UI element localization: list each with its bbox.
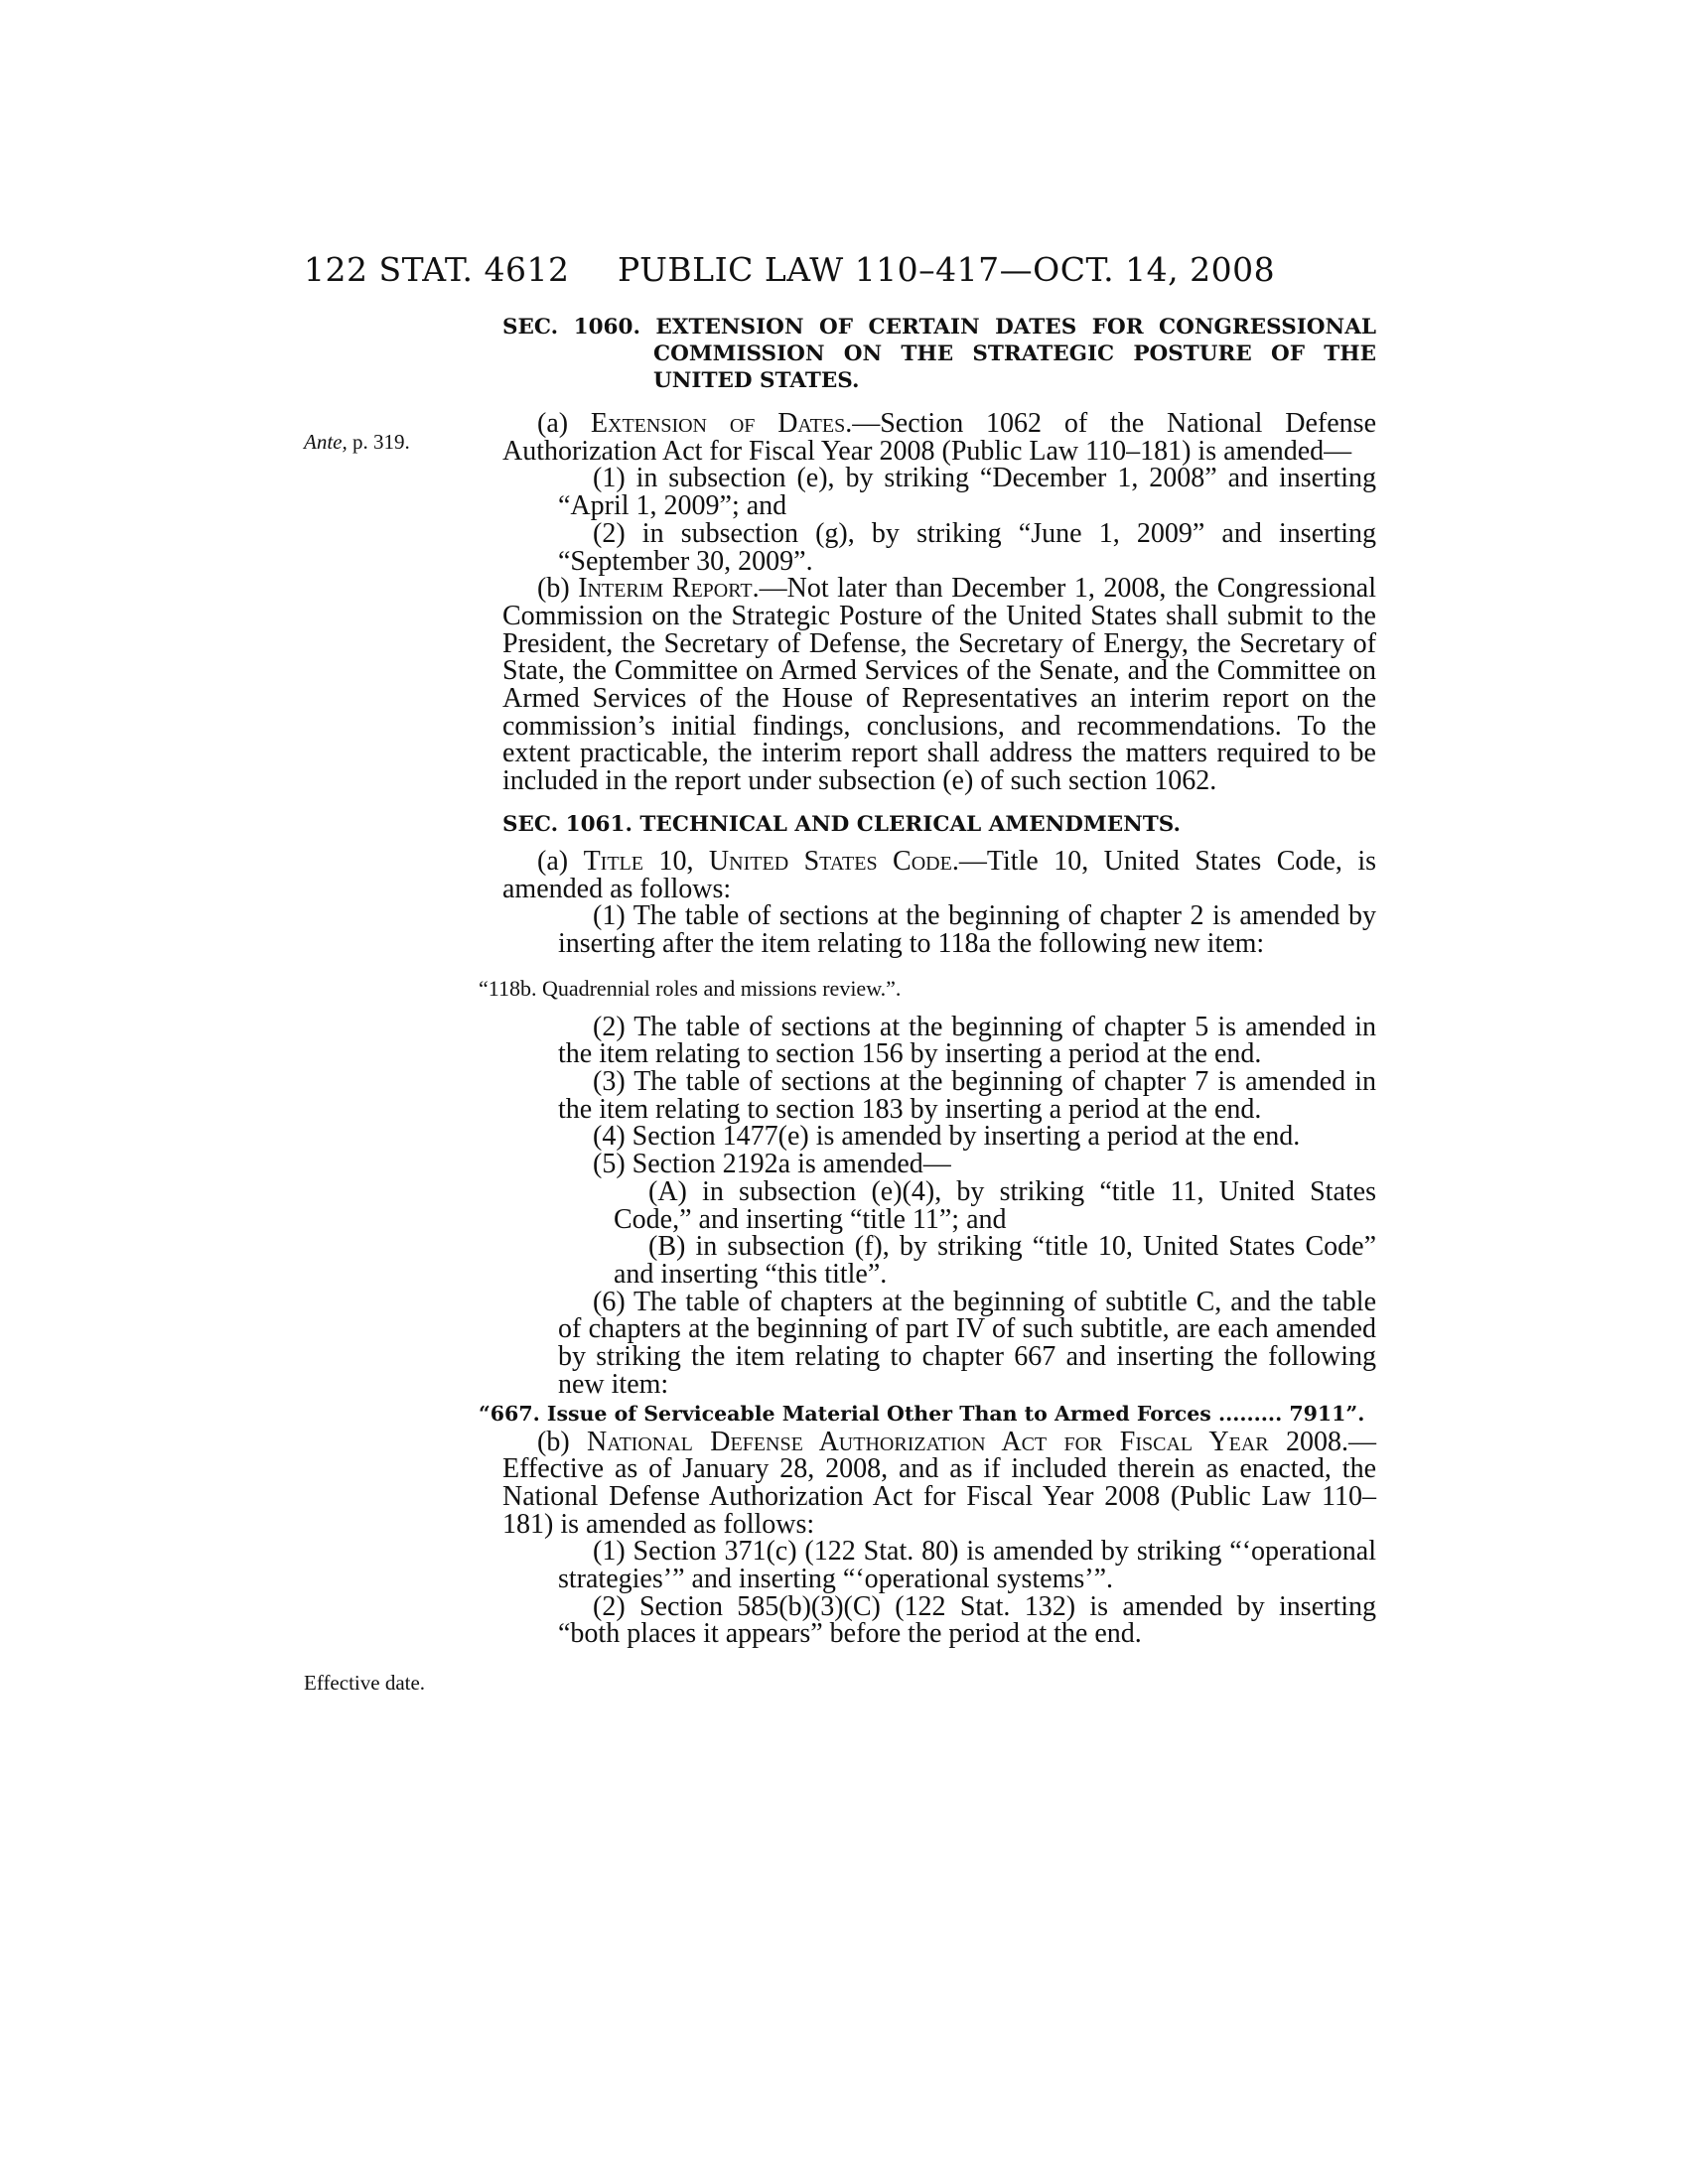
section-1061-b-paragraph-2: (2) Section 585(b)(3)(C) (122 Stat. 132) is amended by inserting “both places it appears” before the period at the end. [558,1590,1376,1650]
subsection-label: (a) [537,408,591,439]
section-1061-a-paragraph-1: (1) The table of sections at the beginning of chapter 2 is amended by inserting after the item relating to 118a the following new item: [558,900,1376,959]
section-1061-a-paragraph-6: (6) The table of chapters at the beginning of subtitle C, and the table of chapters at the beginning of part IV of such subtitle, are each amended by striking the item relating to chapter 667 and inserting the following new item: [558,1286,1376,1400]
section-1060-heading-line2: COMMISSION ON THE STRATEGIC POSTURE OF THE [653,341,1376,366]
section-1060-a-paragraph-1: (1) in subsection (e), by striking “December 1, 2008” and inserting “April 1, 2009”; and [558,463,1376,522]
margin-note-ante-page: p. 319. [347,430,410,454]
section-1061-a-paragraph-3: (3) The table of sections at the beginning of chapter 7 is amended in the item relating to section 183 by inserting a period at the end. [558,1066,1376,1125]
margin-note-ante-italic: Ante, [304,430,348,454]
inserted-chapter-item-667: “667. Issue of Serviceable Material Other Than to Armed Forces ......... 7911”. [479,1401,1365,1426]
section-1061-a5-subparagraph-B: (B) in subsection (f), by striking “title 10, United States Code” and inserting “this title”. [614,1231,1376,1290]
inserted-table-item-118b: “118b. Quadrennial roles and missions review.”. [479,975,902,1001]
margin-note-effective-date: Effective date. [304,1671,426,1695]
stat-page-number: 122 STAT. 4612 [304,250,570,289]
section-1061-subsection-b [502,1426,1376,1540]
subsection-label: (b) [537,1426,587,1457]
subsection-text: .—Title 10, United States Code, is amended as follows: [502,845,1376,904]
document-body [479,314,1376,1650]
section-1060-a-paragraph-2: (2) in subsection (g), by striking “June 1, 2009” and inserting “September 30, 2009”. [558,517,1376,577]
section-1060-heading [502,314,1376,394]
section-1060-heading-line3: UNITED STATES. [653,368,860,393]
subsection-text: .—Section 1062 of the National Defense Authorization Act for Fiscal Year 2008 (Public Law 110–181) is amended— [502,408,1376,467]
section-1061-a-paragraph-2: (2) The table of sections at the beginning of chapter 5 is amended in the item relating to section 156 by inserting a period at the end. [558,1011,1376,1070]
subsection-caption: Extension of Dates [590,408,846,439]
section-1061-subsection-a [502,845,1376,904]
section-1060-subsection-b [502,575,1376,795]
subsection-caption: Title 10, United States Code [583,845,952,877]
subsection-text: .—Effective as of January 28, 2008, and as if included therein as enacted, the National Defense Authorization Act for Fiscal Year 2008 (Public Law 110–181) is amended as follows: [502,1426,1376,1540]
section-1061-b-paragraph-1: (1) Section 371(c) (122 Stat. 80) is amended by striking “‘operational strategies’” and inserting “‘operational systems’”. [558,1536,1376,1595]
section-1060-subsection-a [502,410,1376,465]
section-1061-a-paragraph-4: (4) Section 1477(e) is amended by inserting a period at the end. [593,1121,1301,1153]
subsection-label: (b) [537,573,579,605]
margin-note-ante [304,430,410,455]
public-law-header: PUBLIC LAW 110–417—OCT. 14, 2008 [618,250,1276,289]
subsection-label: (a) [537,845,584,877]
section-1061-a-paragraph-5: (5) Section 2192a is amended— [593,1149,951,1180]
section-1060-heading-line1: SEC. 1060. EXTENSION OF CERTAIN DATES FOR CONGRESSIONAL [502,315,1376,340]
subsection-caption: National Defense Authorization Act for Fiscal Year 2008 [587,1426,1341,1457]
section-1061-a5-subparagraph-A: (A) in subsection (e)(4), by striking “title 11, United States Code,” and inserting “title 11”; and [614,1175,1376,1235]
subsection-text: .—Not later than December 1, 2008, the Congressional Commission on the Strategic Posture of the United States shall submit to the President, the Secretary of Defense, the Secretary of Energy, the Secretary of State, the Committee on Armed Services of the Senate, and the Committee on Armed Services of the House of Representatives an interim report on the commission’s initial findings, conclusions, and recommendations. To the extent practicable, the interim report shall address the matters required to be included in the report under subsection (e) of such section 1062. [502,573,1376,797]
section-1061-heading: SEC. 1061. TECHNICAL AND CLERICAL AMENDMENTS. [502,811,1181,837]
subsection-caption: Interim Report [578,573,753,605]
